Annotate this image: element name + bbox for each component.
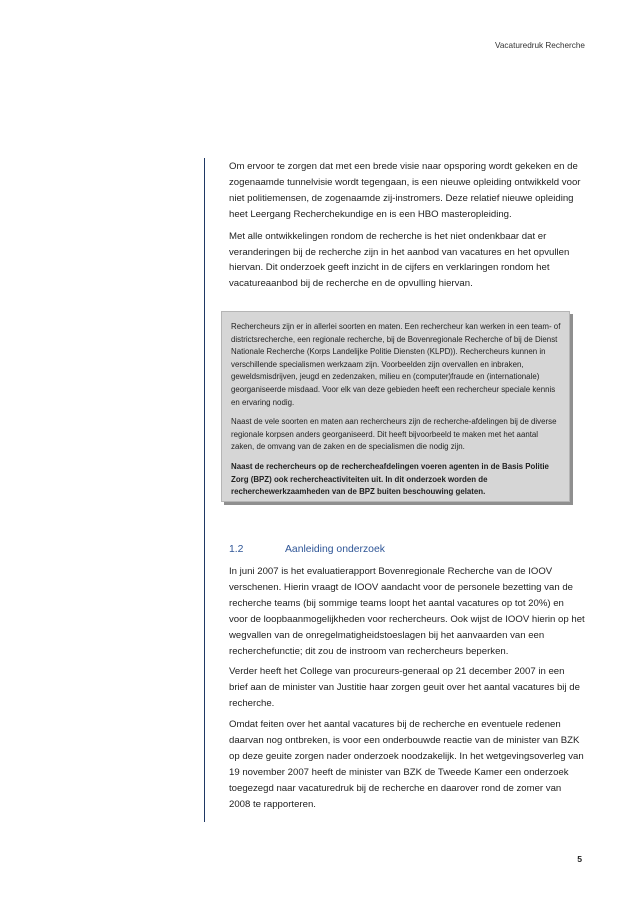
section-number: 1.2 bbox=[229, 544, 244, 555]
info-box bbox=[221, 311, 570, 502]
info-box-paragraph: Rechercheurs zijn er in allerlei soorten en maten. Een rechercheur kan werken in een team- of districtsrecherche, een regionale recherche, bij de Bovenregionale Recherche of bij de Dienst Nationale Recherche (Korps Landelijke Politie Diensten (KLPD)). Rechercheurs kunnen in verschillende specialismen werkzaam zijn. Voorbeelden zijn overvallen en inbraken, geweldsmisdrijven, jeugd en zedenzaken, milieu en (computer)fraude en (internationale) georganiseerde misdaad. Voor elk van deze gebieden heeft een rechercheur speciale kennis en ervaring nodig. bbox=[231, 322, 561, 407]
section-paragraph: Omdat feiten over het aantal vacatures bij de recherche en eventuele redenen daarvan nog ontbreken, is voor een onderbouwde reactie van de minister van BZK op deze geuite zorgen nader onderzoek noodzakelijk. In het wetgevingsoverleg van 19 november 2007 heeft de minister van BZK de Tweede Kamer een onderzoek toegezegd naar vacaturedruk bij de recherche en daarover rond de zomer van 2008 te rapporteren. bbox=[229, 719, 584, 810]
section-paragraph: Verder heeft het College van procureurs-generaal op 21 december 2007 in een brief aan de minister van Justitie haar zorgen geuit over het aantal vacatures bij de recherche. bbox=[229, 666, 580, 710]
margin-rule bbox=[204, 158, 205, 822]
info-box-paragraph: Naast de vele soorten en maten aan rechercheurs zijn de recherche-afdelingen bij de diverse regionale korpsen anders georganiseerd. Dit heeft bijvoorbeeld te maken met het aantal zaken, de omvang van de zaken en de specialismen die nodig zijn. bbox=[231, 417, 557, 452]
section-title: Aanleiding onderzoek bbox=[285, 544, 385, 555]
intro-paragraph: Met alle ontwikkelingen rondom de recherche is het niet ondenkbaar dat er veranderingen bij de recherche zijn in het aanbod van vacatures en het opvullen hiervan. Dit onderzoek geeft inzicht in de cijfers en verklaringen rondom het vacatureaanbod bij de recherche en de opvulling hiervan. bbox=[229, 230, 570, 290]
running-header: Vacaturedruk Recherche bbox=[495, 41, 585, 50]
intro-paragraph: Om ervoor te zorgen dat met een brede visie naar opsporing wordt gekeken en de zogenaamde tunnelvisie wordt tegengaan, is een nieuwe opleiding ontwikkeld voor niet politiemensen, de zogenaamde zij-instromers. Deze relatief nieuwe opleiding heet Leergang Recherchekundige en is een HBO masteropleiding. bbox=[229, 161, 581, 220]
page-number: 5 bbox=[577, 854, 582, 864]
section-heading bbox=[229, 544, 385, 555]
intro-section bbox=[229, 159, 581, 298]
info-box-bold-paragraph: Naast de rechercheurs op de rechercheafdelingen voeren agenten in de Basis Politie Zorg (BPZ) ook rechercheactiviteiten uit. In dit onderzoek worden de recherchewerkzaamheden van de BPZ buiten beschouwing gelaten. bbox=[231, 461, 549, 497]
section-body bbox=[229, 564, 585, 818]
section-paragraph: In juni 2007 is het evaluatierapport Bovenregionale Recherche van de IOOV verschenen. Hierin vraagt de IOOV aandacht voor de personele bezetting van de recherche teams (bij sommige teams loopt het aantal vacatures op tot 20%) en voor de loopbaanmogelijkheden voor rechercheurs. Ook wijst de IOOV hierin op het wegvallen van de onregelmatigheidstoeslagen bij het aanvaarden van een recherchefunctie; dit zou de instroom van rechercheurs beperken. bbox=[229, 566, 585, 657]
